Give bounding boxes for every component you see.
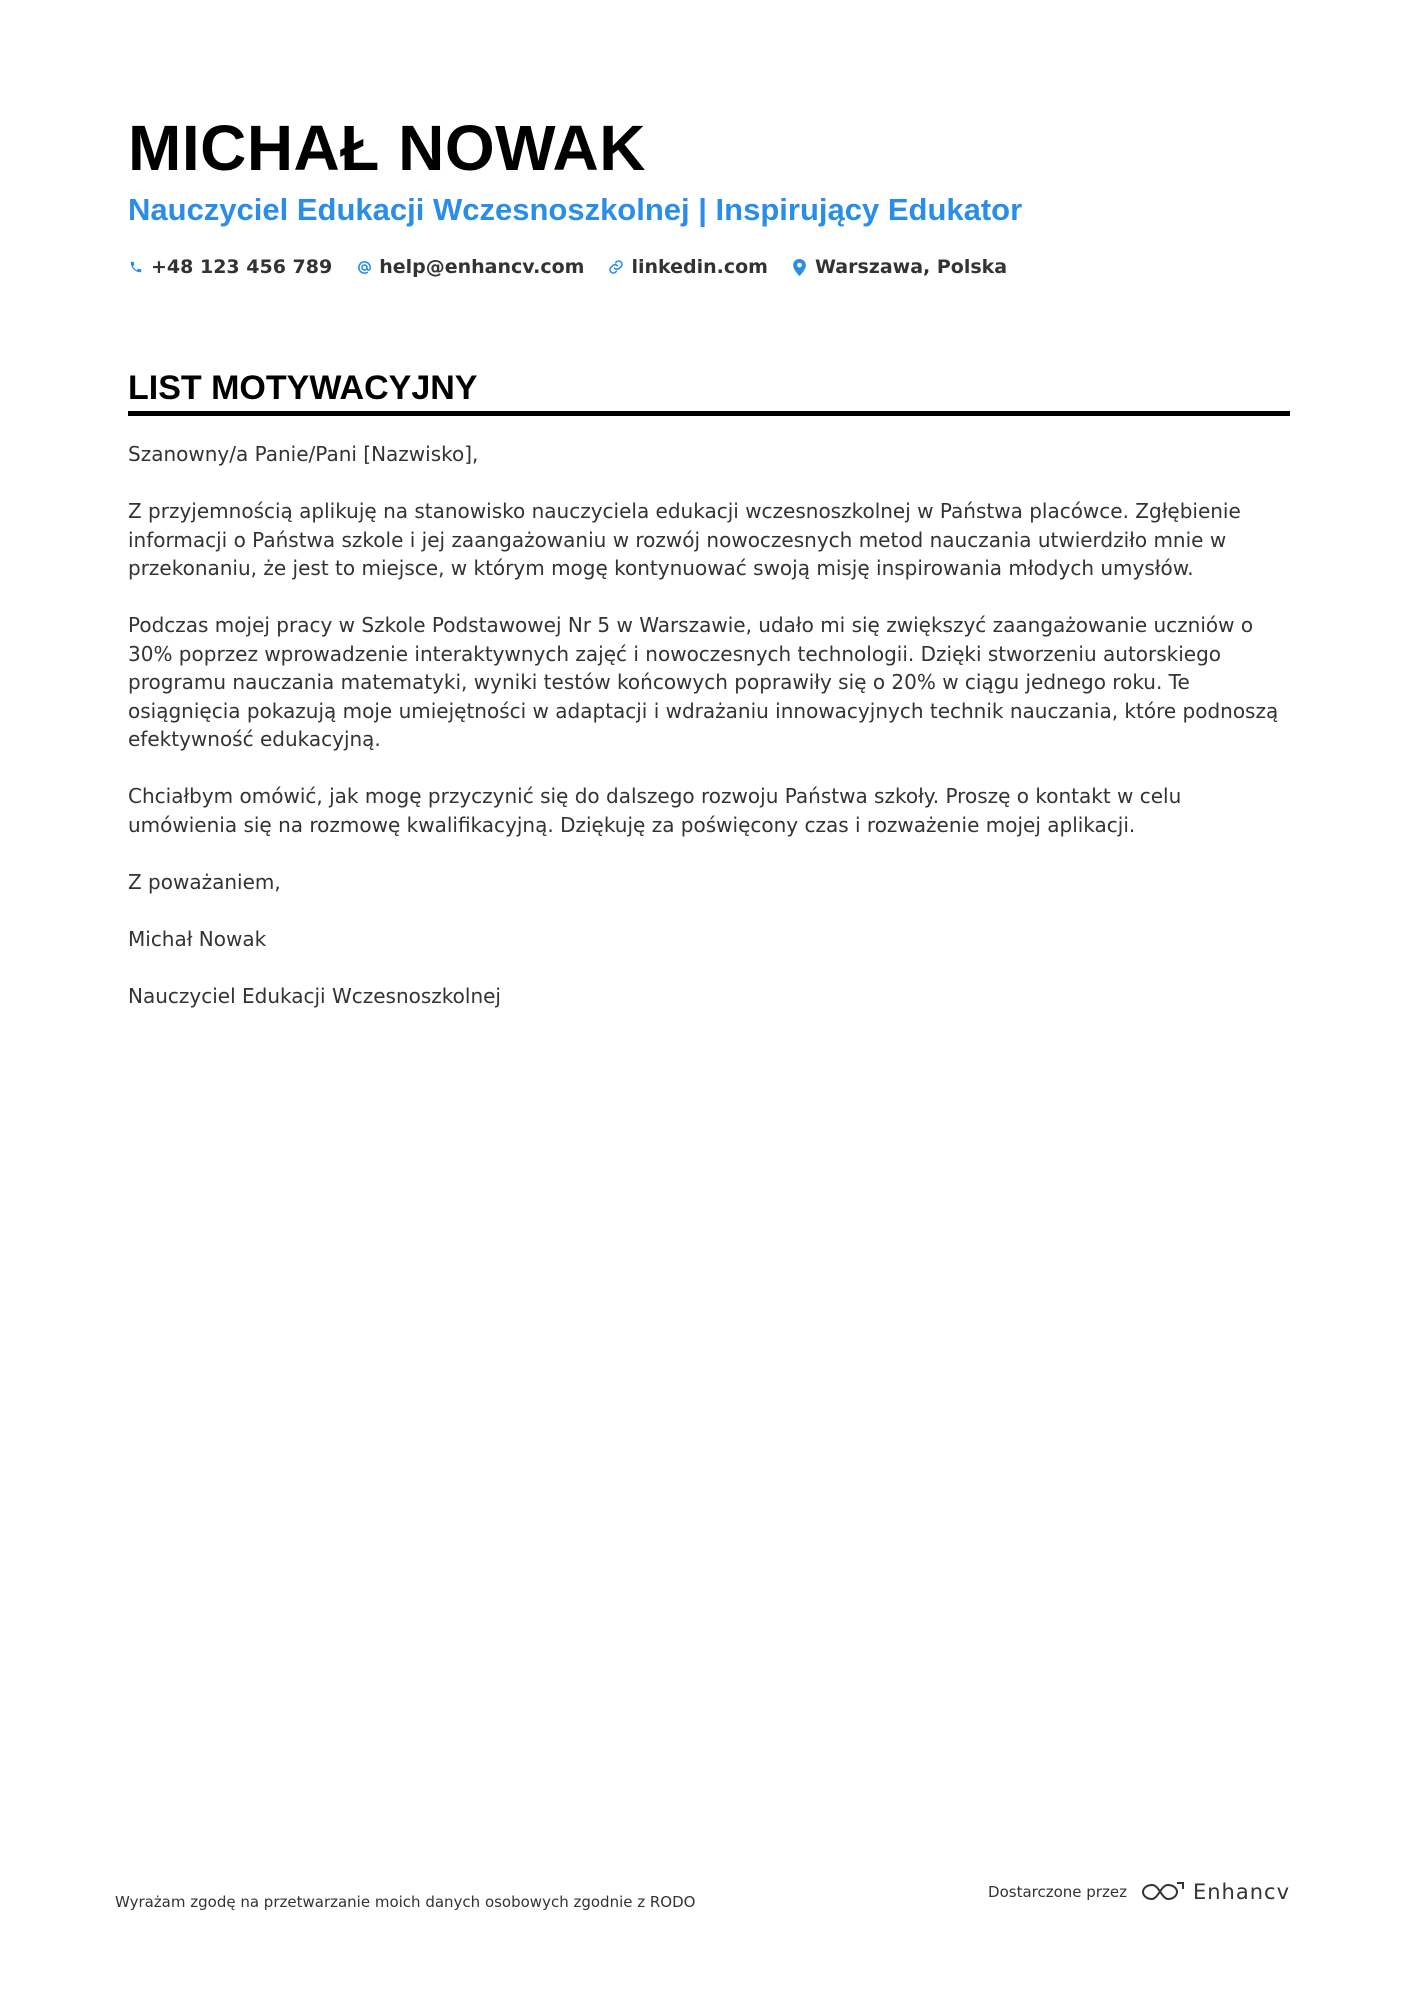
letter-body: [128, 440, 1290, 1039]
provided-by[interactable]: [988, 1880, 1290, 1904]
section-title: LIST MOTYWACYJNY: [128, 369, 478, 407]
phone-icon: [128, 258, 144, 276]
letter-paragraph: Podczas mojej pracy w Szkole Podstawowej Nr 5 w Warszawie, udało mi się zwiększyć zaangażowanie uczniów o 30% poprzez wprowadzenie interaktywnych zajęć i nowoczesnych technologii. Dzięki stworzeniu autorskiego programu nauczania matematyki, wyniki testów końcowych poprawiły się o 20% w ciągu jednego roku. Te osiągnięcia pokazują moje umiejętności w adaptacji i wdrażaniu innowacyjnych technik nauczania, które podnoszą efektywność edukacyjną.: [128, 613, 1279, 751]
email-text[interactable]: help@enhancv.com: [379, 256, 585, 278]
letter-paragraph: Chciałbym omówić, jak mogę przyczynić się do dalszego rozwoju Państwa szkoły. Proszę o kontakt w celu umówienia się na rozmowę kwalifikacyjną. Dziękuję za poświęcony czas i rozważenie mojej aplikacji.: [128, 784, 1182, 837]
link-icon: [608, 258, 624, 276]
linkedin-text[interactable]: linkedin.com: [631, 256, 768, 278]
contact-phone: [128, 253, 332, 281]
gdpr-consent: Wyrażam zgodę na przetwarzanie moich danych osobowych zgodnie z RODO: [115, 1893, 696, 1911]
letter-salutation: Szanowny/a Panie/Pani [Nazwisko],: [128, 442, 479, 466]
enhancv-brand-name: Enhancv: [1192, 1880, 1290, 1904]
enhancv-logo-icon: [1139, 1880, 1185, 1904]
letter-paragraph: Z przyjemnością aplikuję na stanowisko nauczyciela edukacji wczesnoszkolnej w Państwa placówce. Zgłębienie informacji o Państwa szkole i jej zaangażowaniu w rozwój nowoczesnych metod nauczania utwierdziło mnie w przekonaniu, że jest to miejsce, w którym mogę kontynuować swoją misję inspirowania młodych umysłów.: [128, 499, 1241, 580]
location-pin-icon: [792, 258, 808, 276]
candidate-name: MICHAŁ NOWAK: [128, 112, 646, 184]
contact-linkedin: [608, 253, 768, 281]
contact-email: [356, 253, 584, 281]
signature-name: Michał Nowak: [128, 926, 267, 951]
letter-closing: Z poważaniem,: [128, 869, 281, 894]
at-icon: [356, 258, 372, 276]
provided-by-label: Dostarczone przez: [988, 1883, 1127, 1901]
contact-bar: [128, 253, 1031, 281]
location-text: Warszawa, Polska: [814, 256, 1008, 278]
contact-location: [792, 253, 1007, 281]
phone-text[interactable]: +48 123 456 789: [151, 256, 333, 278]
signature-title: Nauczyciel Edukacji Wczesnoszkolnej: [128, 983, 501, 1008]
candidate-headline: Nauczyciel Edukacji Wczesnoszkolnej | Inspirujący Edukator: [128, 192, 1023, 227]
section-divider: [128, 411, 1290, 416]
